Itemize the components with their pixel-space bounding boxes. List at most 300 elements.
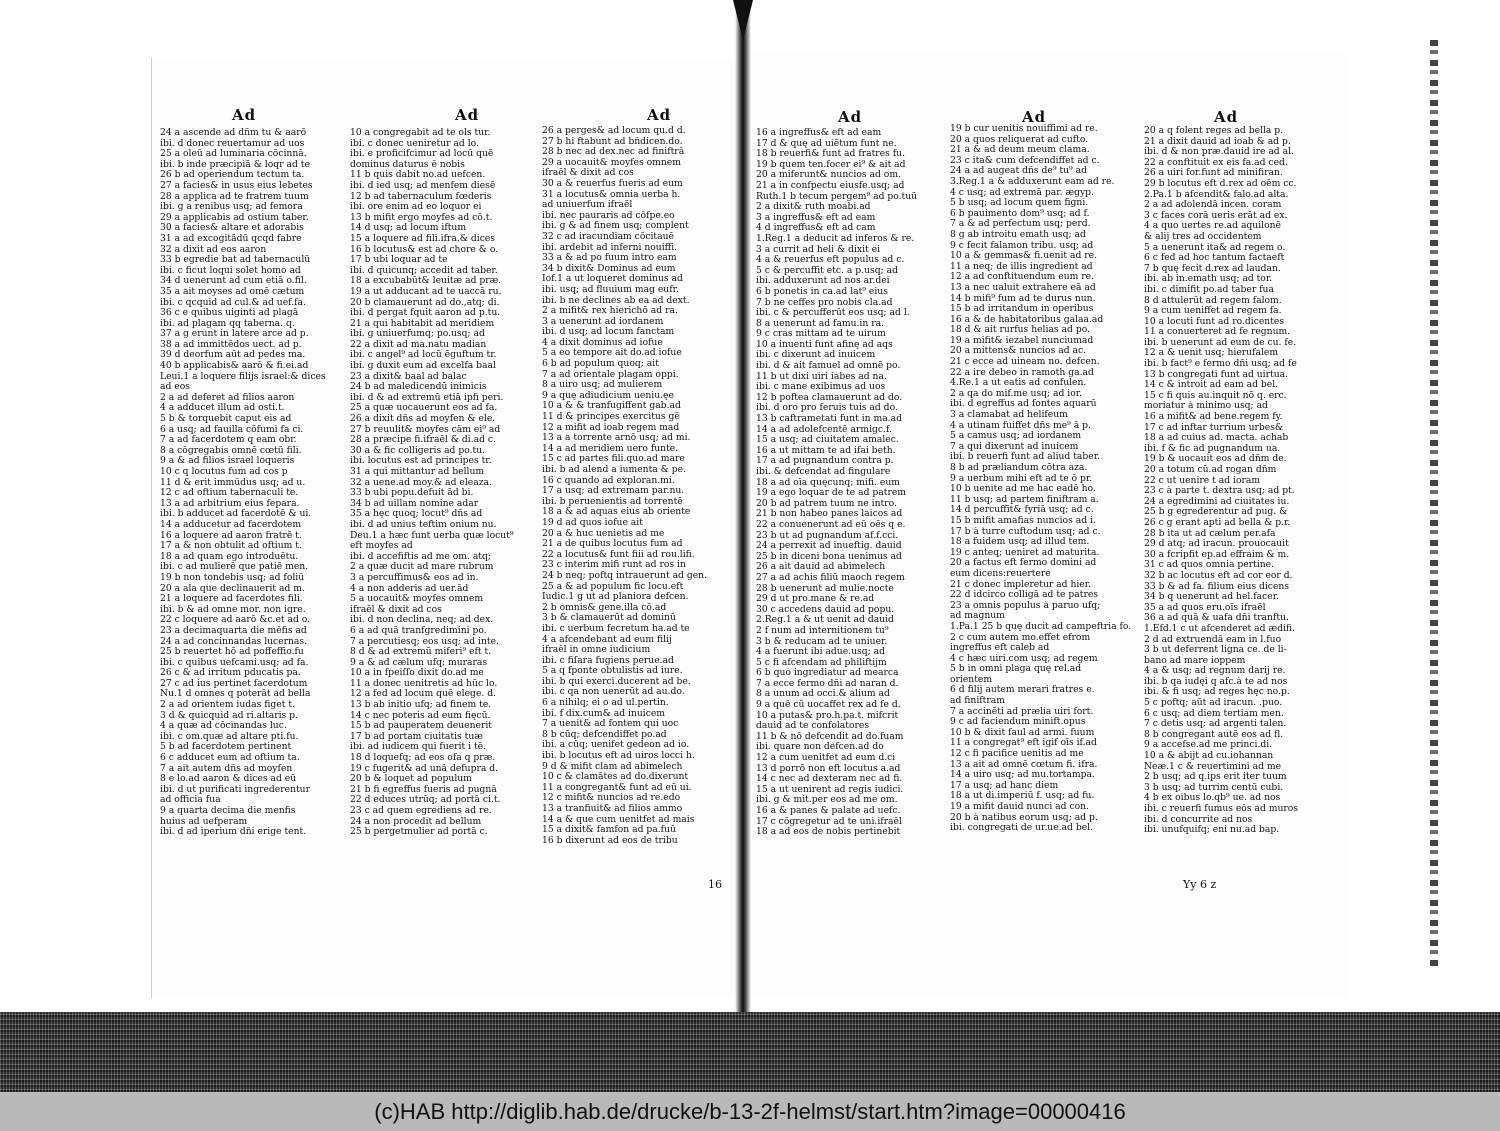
index-entry: 20 a quos reliquerat ad cufto. — [950, 134, 1089, 145]
index-entry: 17 c ad inftar turrium urbes& — [1144, 422, 1284, 433]
column-heading: Ad — [647, 106, 672, 124]
index-entry: 7 a ait autem dñs ad moyfen — [160, 763, 293, 774]
index-entry: 24 a ascende ad dñm tu & aarõ — [160, 128, 307, 138]
index-entry: 15 c fi quis au.inquit nō q. erc. — [1144, 390, 1287, 401]
index-entry: 16 c quando ad exploran.mi. — [542, 475, 675, 486]
index-entry: ibi. d donec reuertamur ad uos — [160, 138, 305, 149]
index-entry: 15 a ut uenirent ad regis iudici. — [756, 784, 904, 795]
index-entry: 9 a cum ueniffet ad regem fa. — [1144, 306, 1282, 317]
index-entry: ibi. d ad unius teftim onium nu. — [350, 519, 497, 530]
index-entry: 9 a uerbum mihi eft ad te ō pr. — [950, 473, 1093, 484]
index-entry: 13 a a torrente arnō usq; ad mi. — [542, 433, 691, 444]
index-entry: 18 a ad cuius ad. macta. achab — [1144, 433, 1289, 444]
index-entry: 25 a quæ uocauerunt eos ad fa. — [350, 403, 498, 414]
index-entry: 5 b in omni plaga quę rel.ad — [950, 664, 1082, 675]
index-entry: 9 a quarta decima die menfis — [160, 806, 296, 816]
index-entry: 25 b pergetmulier ad portā c. — [350, 827, 488, 838]
index-entry: 8 a cōgregabis omnē cœtū fili. — [160, 445, 302, 456]
index-entry: ibi. d ut purificati ingrederentur — [160, 784, 310, 795]
index-entry: 5 a camus usq; ad iordanem — [950, 431, 1082, 442]
index-entry: 24 b neq; poftq intrauerunt ad gen. — [542, 570, 708, 581]
index-entry: ibi. c dixerunt ad inuicem — [756, 350, 876, 361]
index-entry: dauid ad te confolatores — [756, 721, 870, 732]
index-entry: 7 a uenit& ad fontem qui uoc — [542, 719, 679, 730]
index-entry: 6 a nihilq; ei o ad ul.pertin. — [542, 698, 669, 709]
index-entry: 17 d & quę ad uiētum funt ne. — [756, 138, 897, 149]
index-entry: 7 c detis usq; ad argenti talen. — [1144, 719, 1287, 730]
index-entry: 16 b dixerunt ad eos de tribu — [542, 835, 678, 846]
index-entry: 19 a ego loquar de te ad patrem — [756, 488, 906, 499]
index-entry: 11 a congregant& funt ad eū ui. — [542, 782, 692, 793]
index-entry: 16 a & panes & palate ad uefc. — [756, 806, 901, 816]
index-entry: 8 a uiro usq; ad mulierem — [542, 380, 663, 391]
index-entry: 4 d ingreffus& eft ad cam — [756, 223, 876, 234]
index-entry: 1.Pa.1 25 b quę ducit ad campeftria fo. — [950, 621, 1132, 632]
index-entry: 8 b cūq; defcendiffet po.ad — [542, 729, 667, 740]
index-entry: 11 a donec uenitretis ad hūc lo. — [350, 678, 498, 689]
index-entry: 19 a mifit& iezabel nunciumad — [950, 335, 1094, 346]
index-entry: 25 a oleū ad luminaria cōcinnā. — [160, 149, 307, 160]
left-page — [152, 58, 737, 998]
index-entry: 22 c ut uenire t ad ioram — [1144, 475, 1261, 486]
index-entry: 16 a ingreffus& eft ad eam — [756, 128, 882, 138]
index-entry: 22 a locutus& funt fiii ad rou.lifi. — [542, 549, 695, 560]
column-heading: Ad — [838, 108, 863, 126]
index-entry: 3 b & clamauerūt ad dominū — [542, 613, 676, 624]
index-entry: 31 a qui mittantur ad bellum — [350, 467, 485, 477]
index-entry: 26 a dixit dñs ad moyfen & ele. — [350, 414, 496, 425]
index-entry: 18 a ut di.imperiū f. usq; ad fu. — [950, 791, 1095, 802]
index-entry: 6 d filij autem merari fratres e. — [950, 685, 1095, 696]
index-entry: 27 a ad achis filiū maoch regem — [756, 572, 905, 583]
index-entry: 12 c fi pacifice uenitis ad me — [950, 749, 1084, 760]
index-entry: 10 a & gemmas& fi.uenit ad re. — [950, 251, 1098, 262]
index-entry: 23 c ita& cum defcendiffet ad c. — [950, 155, 1100, 166]
index-entry: 2 a ad orientem iudas figet t. — [160, 700, 295, 711]
index-entry: 18 d loquefq; ad eos ofa q præ. — [350, 753, 496, 764]
index-entry: ingreffus eft caleb ad — [950, 643, 1050, 654]
index-entry: 23 a dixit& baal ad balac — [350, 371, 467, 382]
index-entry: 22 a conuenerunt ad eū oēs q e. — [756, 519, 906, 530]
index-entry: ibi. b qa iudęi q afc.à te ad nos — [1144, 676, 1288, 687]
index-entry: ibi. nec pauraris ad cōfpe.eo — [542, 210, 675, 221]
index-entry: ibi. c qcquid ad cul.& ad uef.fa. — [160, 297, 306, 308]
index-entry: ibi. d oro pro feruis tuis ad do. — [756, 403, 898, 414]
index-entry: ibi. d egreffus ad fontes aquarū — [950, 399, 1097, 410]
index-entry: 6 c usq; ad diem tertiam men. — [1144, 708, 1284, 719]
index-entry: 8 a uenerunt ad famu.in ra. — [756, 318, 884, 329]
index-entry: ibi. c & percufferūt eos usq; ad l. — [756, 308, 910, 319]
index-entry: ibi. c ficut loqui solet homo ad — [160, 265, 301, 276]
index-entry: 11 a conuerteret ad fe regnum. — [1144, 327, 1291, 338]
index-entry: 36 a ad quā & uafa dñi tranftu. — [1144, 613, 1289, 624]
index-entry: 28 b nec ad dex.nec ad finiftrā — [542, 147, 685, 158]
index-entry: 7 b quę fecit d.rex ad laudan. — [1144, 263, 1281, 274]
index-entry: 30 a fcripfit ep.ad effraim & m. — [1144, 549, 1290, 560]
index-entry: 13 a ad arbitrium eius fepara. — [160, 498, 300, 509]
index-entry: 6 c adducet eum ad oftium ta. — [160, 753, 300, 764]
index-entry: 19 b non tondebis usq; ad foliū — [160, 572, 305, 583]
index-entry: 17 a ad pugnandum contra p. — [756, 456, 894, 467]
index-entry: 5 c poftq; aūt ad iracun. .puo. — [1144, 698, 1283, 709]
index-entry: orientem — [950, 674, 993, 685]
index-entry: 2 f num ad internitionem tu⁹ — [756, 625, 889, 636]
index-entry: ibi. g & mit.per eos ad me om. — [756, 795, 898, 806]
index-entry: 10 a & abijt ad cu.iohannan — [1144, 751, 1274, 762]
index-entry: 26 a perges& ad locum qu.d d. — [542, 126, 686, 136]
index-entry: 9 a quē cū uocaffet rex ad fe d. — [756, 700, 901, 711]
index-entry: 21 a loquere ad facerdotes fili. — [160, 594, 303, 605]
right-page — [748, 52, 1348, 998]
index-entry: 3 b ut deferrent ligna ce. de li- — [1144, 645, 1287, 656]
index-entry: 22 a ire debeo in ramoth ga.ad — [950, 367, 1094, 378]
index-entry: 23 c à parte t. dextra usq; ad pt. — [1144, 486, 1295, 497]
index-entry: ifraēl in omne iudicium — [542, 645, 651, 656]
index-entry: 10 a locuti funt ad ro.dicentes — [1144, 316, 1285, 327]
index-entry: 11 a neq; de illis ingredient ad — [950, 261, 1093, 272]
index-entry: 8 d & ad extremū miferi⁹ eft t. — [350, 647, 492, 658]
index-entry: 21 a qui habitabit ad meridiem — [350, 318, 495, 329]
index-entry: 21 c ecce ad uineam no. defcen. — [950, 357, 1100, 368]
index-entry: 18 a fuidem usq; ad illud tem. — [950, 537, 1090, 548]
index-entry: 11 b ut dixi uiri iabes ad na. — [756, 371, 887, 382]
index-entry: 20 b ad patrem tuum ne intro. — [756, 498, 897, 509]
index-entry: 20 a factus eft fermo domini ad — [950, 558, 1097, 569]
index-entry: 7 a ad facerdotem q eam obr. — [160, 435, 297, 446]
index-entry: Ruth.1 b tecum pergem⁹ ad po.tuū — [756, 191, 918, 202]
index-entry: 11 a congregat⁹ eft igif oīs if.ad — [950, 738, 1097, 749]
index-entry: ibi. unufquifq; eni nu.ad bap. — [1144, 825, 1280, 836]
index-entry: ibi. g a renibus usq; ad femora — [160, 202, 303, 213]
index-entry: 35 a hęc quoq; locut⁹ dñs ad — [350, 509, 483, 520]
index-entry: 5 b & torquebit caput eis ad — [160, 414, 292, 425]
index-entry: ibi. b fact⁹ e fermo dñi usq; ad fe — [1144, 359, 1297, 370]
index-entry: 25 a & ad populum fic locu.eft — [542, 581, 684, 592]
index-entry: 11 b & nō defcendit ad do.fuam — [756, 731, 904, 742]
index-entry: 26 a uiri for.funt ad minifiran. — [1144, 168, 1283, 179]
index-entry: 3 a uenerunt ad iordanem — [542, 316, 664, 327]
index-entry: 2 b usq; ad q.ips erit iter tuum — [1144, 772, 1287, 783]
index-lines — [160, 128, 342, 838]
index-entry: 14 a & que cum uenitfet ad mais — [542, 814, 695, 825]
index-entry: 21 a de quibus locutus fum ad — [542, 539, 683, 550]
index-entry: 21 b non habeo panes laicos ad — [756, 509, 903, 520]
index-entry: ibi. c angel⁹ ad locū ēguftum tr. — [350, 350, 497, 361]
index-entry: 2 a qa do mif.me usq; ad ior. — [950, 388, 1083, 399]
index-entry: ibi. & fi usq; ad reges hęc no.p. — [1144, 687, 1290, 698]
index-entry: ibi. d non declina, neq; ad dex. — [350, 615, 494, 626]
index-entry: 4 a non adderis ad uer.ād — [350, 583, 469, 594]
index-entry: ibi. g duxit eum ad excelfa baal — [350, 361, 496, 372]
index-entry: 22 d educes utrūq; ad portā ci.t. — [350, 795, 501, 806]
index-entry: moriatur à minimo usq; ad — [1144, 401, 1268, 412]
index-entry: 15 a usq; ad ciuitatem amalec. — [756, 435, 899, 446]
index-entry: 13 b ab initio ufq; ad finem te. — [350, 700, 492, 711]
index-entry: 5 b ad facerdotem pertinent — [160, 742, 292, 753]
index-entry: 14 c & introit ad eam ad bel. — [1144, 380, 1279, 391]
index-entry: 21 c donec impleretur ad hier. — [950, 579, 1092, 590]
index-entry: 18 d & ait rurfus helias ad po. — [950, 325, 1090, 336]
index-entry: 12 a & uenit usq; hierufalem — [1144, 348, 1279, 359]
index-entry: ibi. ab in.emath usq; ad tor. — [1144, 274, 1273, 285]
index-entry: 2 a mifit& rex hierichō ad ra. — [542, 306, 678, 317]
index-entry: 34 b q uenerunt ad hel.facer. — [1144, 592, 1280, 603]
index-entry: 9 a & ad cælum ufq; muraras — [350, 657, 488, 668]
index-entry: ad magnum — [950, 611, 1005, 622]
index-entry: ibi. c qa non uenerūt ad au.do. — [542, 687, 685, 698]
index-entry: 22 c loquere ad aarō &c.et ad o. — [160, 615, 311, 626]
page-signature: Yy 6 z — [1183, 878, 1217, 891]
index-entry: 27 c ad ius pertinet facerdotum — [160, 678, 308, 689]
index-entry: 33 b & ad fa. filium eius dicens — [1144, 581, 1290, 592]
index-entry: 20 a ala que declinauerit ad m. — [160, 583, 305, 594]
index-lines — [542, 126, 730, 846]
index-entry: 26 a ait dauid ad abimelech — [756, 562, 886, 573]
index-entry: 9 c ad faciendum minift.opus — [950, 717, 1086, 728]
index-entry: ibi. usq; ad fluuium mag eufr. — [542, 284, 679, 295]
index-entry: 4 a adducet illum ad osti.t. — [160, 403, 285, 414]
index-entry: 4 a & reuerfus eft populus ad c. — [756, 255, 905, 266]
index-entry: 8 b congregant autē eos ad fl. — [1144, 729, 1284, 740]
index-entry: ibi. ad iudicem qui fuerit i tē. — [350, 742, 487, 753]
index-entry: 3 c faces corā ueris erāt ad ex. — [1144, 210, 1288, 221]
index-entry: 14 c nec ad dexteram nec ad fi. — [756, 774, 903, 785]
index-entry: 16 a ut mittam te ad ifai beth. — [756, 445, 896, 456]
index-entry: 14 a ad adolefcentē armigc.f. — [756, 424, 892, 435]
copyright-footer: (c)HAB http://diglib.hab.de/drucke/b-13-2f-helmst/start.htm?image=00000416 — [0, 1092, 1500, 1131]
index-entry: 9 c cras mittam ad te uirum — [756, 329, 886, 340]
index-entry: 6 a usq; ad fauilla cōfumi fa ci. — [160, 424, 304, 435]
index-entry: 7 a ecce fermo dñi ad naran d. — [756, 678, 899, 689]
index-entry: 2 a ad adolendā incen. coram — [1144, 200, 1282, 211]
index-entry: 4 c usq; ad extremā par. ægyp. — [950, 187, 1094, 198]
book-gutter — [735, 0, 751, 1131]
index-entry: 19 c anteq; ueniret ad maturita. — [950, 547, 1100, 558]
index-entry: ibi. d & ait famuel ad omnē po. — [756, 361, 901, 372]
index-entry: 19 b cur uenitis nouiffimi ad re. — [950, 124, 1098, 134]
index-entry: 3 b & reducam ad te uniuer. — [756, 636, 888, 647]
index-entry: 25 b g egrederentur ad pug. & — [1144, 507, 1288, 518]
index-entry: huius ad uefperam — [160, 816, 248, 827]
index-entry: 24 b ad maledicendū inimicis — [350, 382, 487, 393]
index-entry: 19 d ad quos iofue ait — [542, 517, 643, 528]
index-entry: 4 a utinam fuiffet dñs me⁹ ā p. — [950, 420, 1091, 431]
index-entry: 10 c & clamātes ad do.dixerunt — [542, 772, 689, 783]
index-entry: 17 c cōgregetur ad te uni.ifraēl — [756, 816, 902, 827]
index-entry: 15 b mifit amafias nuncios ad i. — [950, 515, 1096, 526]
index-entry: Iof.1 a ut loqueret dominus ad — [542, 274, 683, 285]
index-entry: 10 a & & tranfugiffent gab.ad — [542, 401, 681, 412]
index-entry: 8 b ad præliandum cōtra aza. — [950, 463, 1088, 473]
index-entry: 26 b ad operiendum tectum ta. — [160, 170, 305, 181]
index-entry: 12 b ad tabernaculum fœderis — [350, 191, 492, 202]
column-heading: Ad — [1214, 108, 1239, 126]
index-entry: 30 a & reuerfus fueris ad eum — [542, 178, 683, 189]
index-entry: 10 a in fpeiſſo dixit do.ad me — [350, 668, 484, 679]
index-entry: ibi. c uerbum fecretum ha.ad te — [542, 623, 690, 634]
index-entry: 20 a mittens& nuncios ad ac. — [950, 346, 1087, 357]
index-entry: 40 b applicabis& aarō & fi.ei.ad — [160, 361, 309, 372]
index-entry: 4 a quo uertes re.ad aquilonē — [1144, 221, 1281, 232]
index-entry: 21 a dixit dauid ad ioab & ad p. — [1144, 136, 1291, 147]
index-entry: 1.Reg.1 a deducit ad inferos & re. — [756, 233, 915, 244]
index-entry: 25 b in diceni bona uenimus ad — [756, 551, 902, 562]
index-entry: 13 b caftrametati funt in ma.ad — [756, 414, 902, 425]
index-entry: 4 c hæc uiri.com usq; ad regem — [950, 653, 1098, 664]
index-entry: 12 a ad conftituendum eum re. — [950, 272, 1095, 283]
index-entry: 6 a ad quā tranfgredimini po. — [350, 625, 487, 636]
index-entry: 13 a tranfiuit& ad filios ammo — [542, 804, 683, 814]
index-entry: Leui.1 a loquere filijs israel:& dices — [160, 371, 326, 382]
index-entry: ibi. g uniuerfumq; po.usq; ad — [350, 329, 485, 340]
index-entry: 7 a accinēti ad prælia uiri fort. — [950, 706, 1094, 717]
index-entry: ibi. c om.quæ ad altare pti.fu. — [160, 731, 299, 742]
index-entry: 4 b ex oibus lo.qb⁹ ue. ad nos — [1144, 793, 1281, 804]
index-entry: 5 a uenerunt ita& ad regem o. — [1144, 242, 1286, 253]
index-entry: 14 a adducetur ad facerdotem — [160, 519, 302, 530]
index-entry: 24 a ad augeat dñs de⁹ tu⁹ ad — [950, 166, 1088, 177]
index-entry: 7 b ne ceffes pro nobis cla.ad — [756, 297, 893, 308]
index-entry: 12 a cum uenitfet ad eum d.ci — [756, 753, 896, 764]
index-entry: 26 c g erant apti ad bella & p.r. — [1144, 517, 1291, 528]
index-entry: ibi. d concurrite ad nos — [1144, 814, 1253, 825]
index-entry: 9 d & mifit clam ad abimelech — [542, 761, 683, 772]
index-entry: 6 c fed ad hoc tantum factaeft — [1144, 253, 1285, 264]
index-entry: 11 b usq; ad partem finiftram a. — [950, 494, 1099, 505]
index-entry: 6 b pauimento dom⁹ usq; ad f. — [950, 208, 1090, 219]
index-entry: ibi. d pergat fquit aaron ad p.tu. — [350, 308, 501, 319]
index-entry: ibi. c donec ueniretur ad lo. — [350, 138, 479, 149]
index-entry: 3 a clamabat ad helifeum — [950, 410, 1068, 421]
column-heading: Ad — [455, 106, 480, 124]
index-entry: 33 b ubi popu.defuit ād bi. — [350, 488, 474, 499]
index-entry: 27 a facies& in usus eius lebetes — [160, 180, 313, 191]
index-entry: 13 a ait ad omnē cœtum fi. ifra. — [950, 759, 1098, 770]
index-entry: 20 b clamauerunt ad do.,atq; di. — [350, 297, 500, 308]
index-entry: 12 b poftea clamauerunt ad do. — [756, 392, 903, 403]
index-entry: 29 a uocauit& moyfes omnem — [542, 157, 681, 168]
index-entry: 27 b reuulit& moyfes cām ei⁹ ad — [350, 424, 501, 435]
index-entry: 21 a in confpectu eiusfe.usq; ad — [756, 180, 905, 191]
index-entry: 15 a dixit& famfon ad pa.fuū — [542, 825, 676, 836]
index-entry: 35 a ad quos eru.oīs ifraēl — [1144, 602, 1266, 613]
column-heading: Ad — [1022, 108, 1047, 126]
index-entry: 15 b ad pauperatem deuenerit — [350, 721, 492, 732]
index-entry: 4 a & usq; ad regnum darij re. — [1144, 666, 1286, 677]
index-entry: 11 d & erit immūdus usq; ad u. — [160, 477, 306, 488]
index-entry: 16 b locutus& est ad chore & o. — [350, 244, 499, 255]
index-entry: 10 c q locutus fum ad cos p — [160, 467, 288, 477]
index-entry: ibi. a cūq; uenifet gedeon ad io. — [542, 740, 690, 751]
index-entry: 11 b quis dabit no.ad uefcen. — [350, 170, 486, 181]
index-entry: 17 a & non obtulit ad oftium t. — [160, 541, 302, 552]
index-entry: 10 b & dixit faul ad armi. fuum — [950, 727, 1095, 738]
index-entry: 35 a ait moyses ad omē cætum — [160, 286, 305, 297]
index-entry: 3 a currit ad heli & dixit ei — [756, 244, 881, 255]
index-entry: 19 b & uocauit eos ad dñm de. — [1144, 454, 1287, 465]
index-entry: ibi. adduxerunt ad nos ar.dei — [756, 276, 890, 287]
index-entry: 4.Re.1 a ut eatis ad confulen. — [950, 378, 1087, 389]
index-entry: Nu.1 d omnes q poterāt ad bella — [160, 689, 311, 700]
index-entry: 18 a excubabūt& leuitæ ad præ. — [350, 276, 502, 287]
index-entry: 24 a egredimini ad ciuitates iu. — [1144, 496, 1290, 507]
index-entry: eft moyfes ad — [350, 541, 413, 552]
index-entry: 20 a & huc uenietis ad me — [542, 528, 665, 539]
index-entry: 18 a ad oīa quęcunq; mifi. eum — [756, 477, 900, 488]
index-entry: 3 d & quicquid ad ri.altaris p. — [160, 710, 298, 721]
index-entry: 30 a & fic colligeris ad po.tu. — [350, 445, 486, 456]
index-entry: 2.Reg.1 a & ut uenit ad dauid — [756, 615, 894, 626]
index-entry: 10 a inuenti funt afinę ad aqs — [756, 339, 893, 350]
index-entry: 2 a ad deferet ad filios aaron — [160, 392, 295, 403]
index-entry: 24 a perrexit ad inueftig. dauid — [756, 541, 902, 552]
index-entry: ibi. b qui exerci.ducerent ad be. — [542, 676, 691, 687]
index-entry: 9 a accefse.ad me princi.di. — [1144, 740, 1273, 751]
index-entry: 33 b egredie bat ad tabernaculū — [160, 255, 311, 266]
index-entry: ibi. locutus est ad principes tr. — [350, 456, 492, 467]
index-entry: 13 b mifit ergo moyfes ad cō.t. — [350, 212, 493, 223]
index-entry: 31 a locutus& omnia uerba h. — [542, 189, 681, 200]
index-entry: ibi. c fiſara fugiens perue.ad — [542, 655, 674, 666]
index-entry: 10 b uenite ad me hac eadē ho. — [950, 484, 1096, 495]
index-entry: 32 c ad iracundiam cōcitauē — [542, 231, 674, 242]
index-entry: ibi. c mane exibimus ad uos — [756, 382, 886, 393]
index-entry: 17 b ad portam ciuitatis tuæ — [350, 731, 483, 742]
index-entry: 29 d ut pro.mane & re.ad — [756, 594, 875, 605]
index-entry: ifraēl & dixit ad cos — [350, 604, 442, 615]
page-number: 16 — [708, 878, 722, 891]
index-entry: 36 c e quibus uiginti ad plagā — [160, 308, 299, 319]
index-entry: 8 e lo.ad aaron & dices ad eū — [160, 774, 297, 785]
index-entry: ad uniuerfum ifraēl — [542, 200, 633, 211]
index-entry: ibi. e proficifcimur ad locū quē — [350, 149, 494, 160]
index-entry: 28 b uenerunt ad mulie.nocte — [756, 583, 894, 594]
index-entry: ibi. b adducet ad facerdotē & ui. — [160, 509, 312, 520]
index-entry: 17 a usq; ad extremam par.nu. — [542, 486, 685, 497]
index-entry: 23 c ad quem egrediens ad re. — [350, 806, 492, 816]
index-entry: 7 a & ad perfectum usq; perd. — [950, 219, 1091, 230]
index-entry: 7 a qui dixerunt ad inuicem — [950, 441, 1079, 452]
index-entry: 2 a dixit& ruth moabi.ad — [756, 202, 871, 213]
index-entry: 38 a ad immittēdos uect. ad p. — [160, 339, 302, 350]
index-entry: 26 c & ad irritum pducatis pa. — [160, 668, 301, 679]
index-entry: 10 a putas& pro.h.pa.t. mifcrit — [756, 710, 899, 721]
index-entry: ibi. c reuerfi fumus eōs ad muros — [1144, 804, 1299, 814]
index-entry: 22 a conftituit ex eis fa.ad ced. — [1144, 157, 1288, 168]
index-entry: 30 a facies& altare et adorabis — [160, 223, 304, 234]
index-entry: 29 b locutus eft d.rex ad oēm cc. — [1144, 178, 1297, 189]
index-entry: 22 d idcirco colligā ad te patres — [950, 590, 1099, 601]
index-entry: ibi. d usq; ad locum fanctam — [542, 327, 675, 338]
index-entry: 20 a totum cū.ad rogan dñm — [1144, 465, 1277, 475]
index-entry: 28 a præcipe fi.ifraēl & di.ad c. — [350, 435, 496, 446]
index-entry: ibi. quare non defcen.ad do — [756, 742, 884, 753]
index-entry: 19 a mifit dauid nunci ad con. — [950, 802, 1089, 812]
index-entry: ibi. g & ad finem usq; complent — [542, 221, 689, 232]
index-lines — [350, 128, 532, 838]
index-entry: ibi. b inde præcipiā & loqr ad te — [160, 159, 310, 170]
index-entry: 17 b à turre cuftodum usq; ad c. — [950, 526, 1101, 537]
index-entry: 33 a & ad po fuum intro eam — [542, 253, 677, 264]
index-entry: 14 a uiro usq; ad mu.tortampa. — [950, 770, 1095, 781]
scan-bottom-band — [0, 1012, 1500, 1092]
index-entry: 25 b reuertet hō ad poffeffio.fu — [160, 647, 304, 658]
index-entry: 3 a percuffimus& eos ad in. — [350, 572, 479, 583]
index-entry: 18 b reuerfi& funt ad fratres fu. — [756, 149, 906, 160]
index-entry: ibi. b ne declines ab ea ad dext. — [542, 295, 690, 306]
index-entry: ibi. congregati de ur.ue.ad bel. — [950, 823, 1094, 834]
index-entry: ibi. f dix.cum& ad inuicem — [542, 708, 665, 719]
